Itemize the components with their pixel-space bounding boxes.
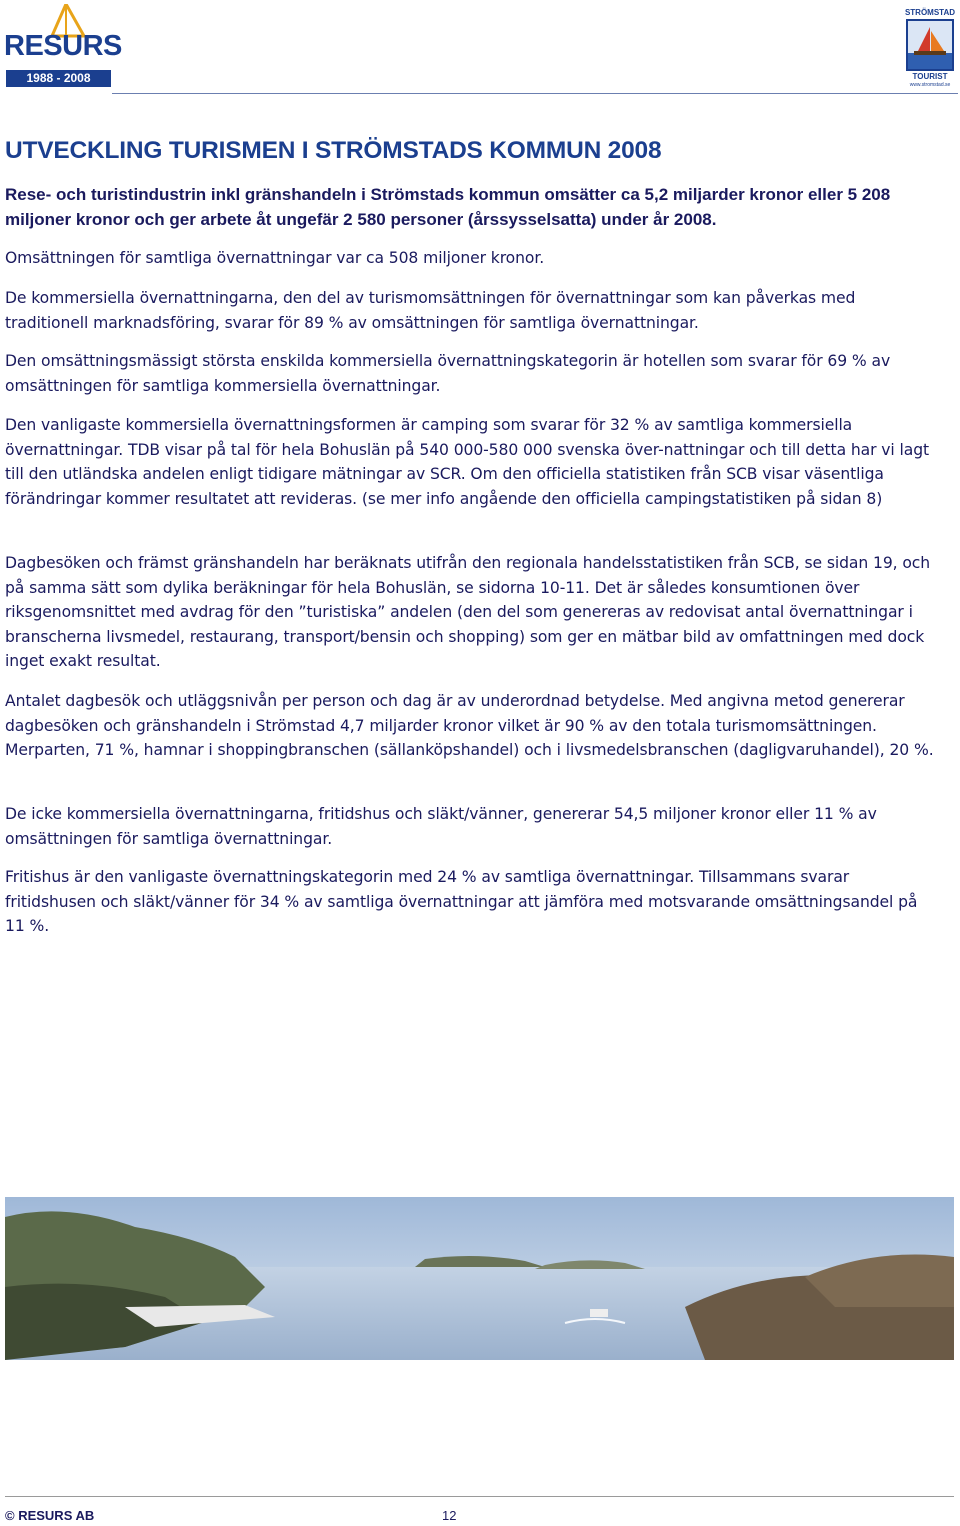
paragraph-5: Dagbesöken och främst gränshandeln har beräknats utifrån den regionala handelsstatistiken från SCB, se sidan 19, och på samma sätt som dylika beräkningar för hela Bohuslän, se sidorna 10-11. Det är således konsumtionen över riksgenomsnittet med avdrag för den ”turistiska” andelen (den del som genereras av redovisat antal övernattningar i branscherna livsmedel, restaurang, transport/bensin och shopping) som ger en mätbar bild av omfattningen med dock inget exakt resultat. <box>5 554 931 670</box>
page-number: 12 <box>442 1508 457 1523</box>
paragraph-3: Den omsättningsmässigt största enskilda kommersiella övernattningskategorin är hotellen som svarar för 69 % av omsättningen för samtliga kommersiella övernattningar. <box>5 352 891 395</box>
resurs-logo <box>2 4 122 86</box>
stromstad-logo-top: STRÖMSTAD <box>904 8 956 17</box>
resurs-logo-text: RESURS <box>4 30 122 62</box>
paragraph-2: De kommersiella övernattningarna, den del av turismomsättningen för övernattningar som kan påverkas med traditionell marknadsföring, svarar för 89 % av omsättningen för samtliga övernattningar. <box>5 289 856 332</box>
stromstad-badge <box>906 19 954 71</box>
paragraph-1: Omsättningen för samtliga övernattningar var ca 508 miljoner kronor. <box>5 249 545 267</box>
archipelago-photo <box>5 1197 954 1360</box>
stromstad-logo-url: www.stromstad.se <box>909 82 951 88</box>
page-header <box>0 0 960 96</box>
footer-divider <box>5 1496 954 1497</box>
footer-copyright: © RESURS AB <box>5 1508 95 1523</box>
resurs-logo-years: 1988 - 2008 <box>6 70 111 87</box>
paragraph-6: Antalet dagbesök och utläggsnivån per person och dag är av underordnad betydelse. Med angivna metod genererar dagbesöken och gränshandeln i Strömstad 4,7 miljarder kronor vilket är 90 % av den totala turismomsättningen. Merparten, 71 %, hamnar i shoppingbranschen (sällanköpshandel) och i livsmedelsbranschen (dagligvaruhandel), 20 %. <box>5 692 934 759</box>
page-title: UTVECKLING TURISMEN I STRÖMSTADS KOMMUN 2008 <box>5 137 662 164</box>
paragraph-8: Fritishus är den vanligaste övernattningskategorin med 24 % av samtliga övernattningar. Tillsammans svarar fritidshusen och släkt/vänner för 34 % av samtliga övernattningar att jämföra med motsvarande omsättningsandel på 11 %. <box>5 868 918 935</box>
lead-paragraph: Rese- och turistindustrin inkl gränshandeln i Strömstads kommun omsätter ca 5,2 miljarder kronor eller 5 208 miljoner kronor och ger arbete åt ungefär 2 580 personer (årssysselsatta) under år 2008. <box>5 185 891 229</box>
stromstad-logo-bottom: TOURIST <box>912 72 948 81</box>
sailboat-icon <box>908 21 952 69</box>
paragraph-7: De icke kommersiella övernattningarna, fritidshus och släkt/vänner, genererar 54,5 miljoner kronor eller 11 % av omsättningen för samtliga övernattningar. <box>5 805 877 848</box>
paragraph-4: Den vanligaste kommersiella övernattningsformen är camping som svarar för 32 % av samtliga kommersiella övernattningar. TDB visar på tal för hela Bohuslän på 540 000-580 000 svenska över-nattningar och till detta har vi lagt till den utländska andelen enligt tidigare mätningar av SCR. Om den officiella statistiken från SCB visar väsentliga förändringar kommer resultatet att revideras. (se mer info angående den officiella campingstatistiken på sidan 8) <box>5 416 930 508</box>
stromstad-tourist-logo <box>902 8 958 88</box>
header-divider <box>112 93 958 94</box>
